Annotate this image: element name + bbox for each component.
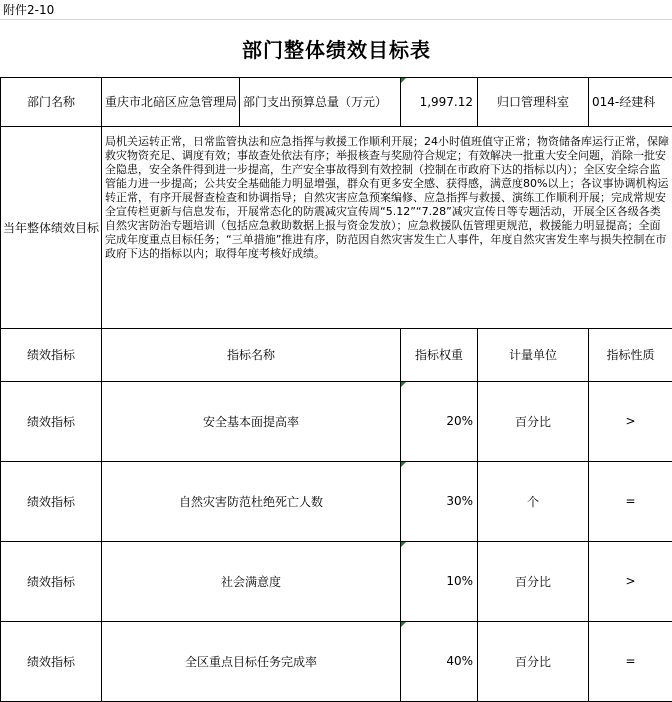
indicator-name[interactable]: 全区重点目标任务完成率 (102, 621, 401, 701)
indicator-name[interactable]: 社会满意度 (102, 541, 401, 621)
indicator-category[interactable]: 绩效指标 (1, 541, 102, 621)
indicator-category[interactable]: 绩效指标 (1, 381, 102, 461)
indicator-category[interactable]: 绩效指标 (1, 621, 102, 701)
indicator-unit[interactable]: 百分比 (478, 541, 589, 621)
indicator-nature[interactable]: > (589, 381, 672, 461)
office-value[interactable]: 014-经建科 (589, 77, 672, 126)
office-label: 归口管理科室 (478, 77, 589, 126)
indicator-category[interactable]: 绩效指标 (1, 461, 102, 541)
header-weight: 指标权重 (401, 328, 478, 381)
indicator-header-row (1, 328, 672, 381)
indicator-weight[interactable]: 20% (401, 381, 478, 461)
goal-text[interactable]: 局机关运转正常，日常监管执法和应急指挥与救援工作顺利开展；24小时值班值守正常；物资储备库运行正常，保障救灾物资充足、调度有效；事故查处依法有序；举报核查与奖励符合规定；有效解决一批重大安全问题，消除一批安全隐患，安全条件得到进一步提高，生产安全事故得到有效控制（控制在市政府下达的指标以内）；全区安全综合监管能力进一步提高；公共安全基础能力明显增强，群众有更多安全感、获得感，满意度80%以上；各议事协调机构运转正常，有序开展督查检查和协调指导；自然灾害应急预案编修、应急指挥与救援、演练工作顺利开展；完成常规安全宣传栏更新与信息发布，开展常态化的防震减灾宣传周“5.12”“7.28”减灾宣传日等专题活动，开展全区各级各类自然灾害防治专题培训（包括应急救助数据上报与资金发放）；应急救援队伍管理更规范，救援能力明显提高；全面完成年度重点目标任务；“三单措施”推进有序，防范因自然灾害发生亡人事件，年度自然灾害发生率与损失控制在市政府下达的指标以内；取得年度考核好成绩。 (102, 126, 672, 328)
budget-total-value[interactable]: 1,997.12 (401, 77, 478, 126)
indicator-weight[interactable]: 30% (401, 461, 478, 541)
indicator-unit[interactable]: 百分比 (478, 381, 589, 461)
table-row (1, 461, 672, 541)
table-row (1, 541, 672, 621)
indicator-nature[interactable]: > (589, 541, 672, 621)
indicator-unit[interactable]: 个 (478, 461, 589, 541)
indicator-name[interactable]: 自然灾害防范杜绝死亡人数 (102, 461, 401, 541)
indicator-unit[interactable]: 百分比 (478, 621, 589, 701)
indicator-name[interactable]: 安全基本面提高率 (102, 381, 401, 461)
table-row (1, 381, 672, 461)
performance-table (0, 20, 672, 702)
header-indicator-name: 指标名称 (102, 328, 401, 381)
goal-label: 当年整体绩效目标 (1, 126, 102, 328)
table-row (1, 621, 672, 701)
dept-name-label: 部门名称 (1, 77, 102, 126)
header-category: 绩效指标 (1, 328, 102, 381)
info-row (1, 77, 672, 126)
goal-row (1, 126, 672, 328)
indicator-nature[interactable]: = (589, 461, 672, 541)
indicator-nature[interactable]: = (589, 621, 672, 701)
table-title: 部门整体绩效目标表 (1, 20, 672, 77)
header-nature: 指标性质 (589, 328, 672, 381)
dept-name-value[interactable]: 重庆市北碚区应急管理局 (102, 77, 240, 126)
indicator-weight[interactable]: 10% (401, 541, 478, 621)
indicator-weight[interactable]: 40% (401, 621, 478, 701)
attachment-label: 附件2-10 (0, 0, 672, 20)
budget-total-label: 部门支出预算总量（万元） (240, 77, 401, 126)
header-unit: 计量单位 (478, 328, 589, 381)
